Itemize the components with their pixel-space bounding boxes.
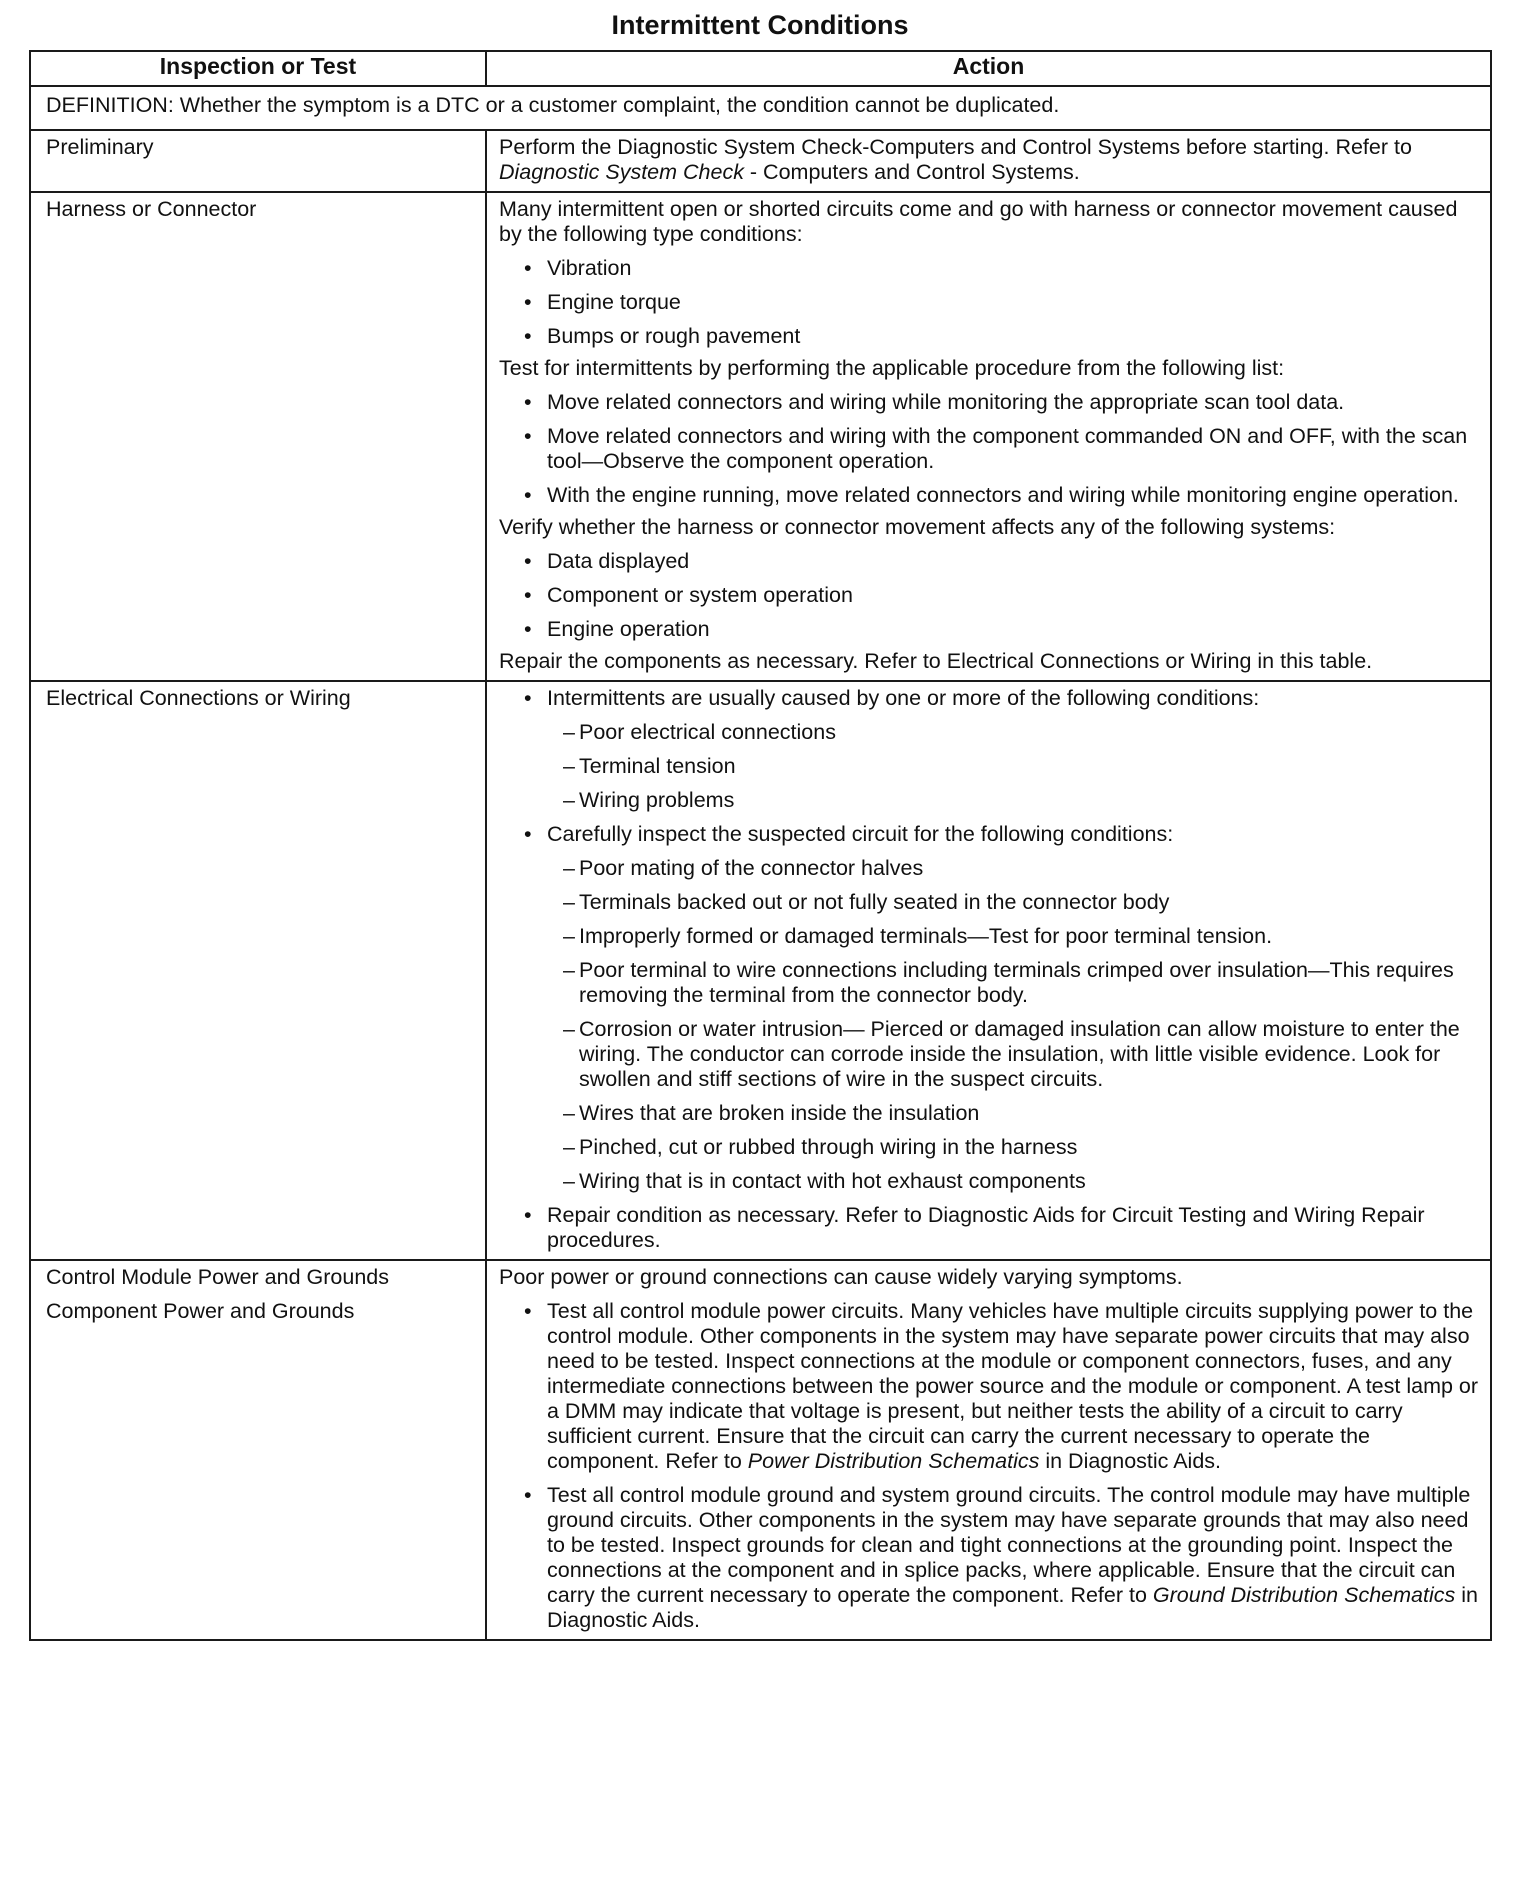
harness-tests-list xyxy=(499,390,1482,508)
list-item: • Vibration xyxy=(499,256,1482,281)
list-item: – Poor mating of the connector halves xyxy=(547,856,1482,881)
list-item: • Move related connectors and wiring with the component commanded ON and OFF, with the scan tool—Observe the component operation. xyxy=(499,424,1482,474)
action-cell-preliminary xyxy=(486,130,1491,192)
list-item: – Corrosion or water intrusion— Pierced or damaged insulation can allow moisture to enter the wiring. The conductor can corrode inside the insulation, with little visible evidence. Look for swollen and stiff sections of wire in the suspect circuits. xyxy=(547,1017,1482,1092)
list-item: – Wires that are broken inside the insulation xyxy=(547,1101,1482,1126)
table-row-preliminary xyxy=(30,130,1491,192)
inspection-label-power-grounds xyxy=(30,1260,486,1640)
power-distribution-reference: Power Distribution Schematics xyxy=(747,1449,1040,1473)
list-item xyxy=(499,686,1482,813)
harness-test-intro: Test for intermittents by performing the applicable procedure from the following list: xyxy=(499,356,1285,380)
list-item: • Test all control module power circuits. Many vehicles have multiple circuits supplying power to the control module. Other components in the system may have separate power circuits that may also need to be tested. Inspect connections at the module or component connectors, fuses, and any intermediate connections between the power source and the module or component. A test lamp or a DMM may indicate that voltage is present, but neither tests the ability of a circuit to carry sufficient current. Ensure that the circuit can carry the current necessary to operate the component. Refer to Power Distribution Schematics in Diagnostic Aids. xyxy=(499,1299,1482,1474)
table-row-electrical xyxy=(30,681,1491,1260)
column-header-inspection: Inspection or Test xyxy=(30,51,486,86)
inspection-label-harness: Harness or Connector xyxy=(30,192,486,681)
list-item: • Test all control module ground and system ground circuits. The control module may have multiple ground circuits. Other components in the system may have separate grounds that may also need to be tested. Inspect grounds for clean and tight connections at the grounding point. Inspect the connections at the component and in splice packs, where applicable. Ensure that the circuit can carry the current necessary to operate the component. Refer to Ground Distribution Schematics in Diagnostic Aids. xyxy=(499,1483,1482,1633)
list-item: – Wiring problems xyxy=(547,788,1482,813)
list-item: • With the engine running, move related connectors and wiring while monitoring engine operation. xyxy=(499,483,1482,508)
power-ground-list xyxy=(499,1299,1482,1633)
harness-repair-note: Repair the components as necessary. Refer to Electrical Connections or Wiring in this table. xyxy=(499,649,1373,673)
list-item: • Data displayed xyxy=(499,549,1482,574)
action-cell-harness xyxy=(486,192,1491,681)
intermittent-conditions-table xyxy=(29,50,1492,1641)
electrical-cause-intro: Intermittents are usually caused by one or more of the following conditions: xyxy=(547,686,1260,710)
harness-systems-list xyxy=(499,549,1482,642)
inspection-label-component: Component Power and Grounds xyxy=(46,1299,355,1323)
list-item: • Move related connectors and wiring while monitoring the appropriate scan tool data. xyxy=(499,390,1482,415)
ground-distribution-reference: Ground Distribution Schematics xyxy=(1152,1583,1456,1607)
list-item: – Terminal tension xyxy=(547,754,1482,779)
list-item: – Poor electrical connections xyxy=(547,720,1482,745)
electrical-causes-list xyxy=(547,720,1482,813)
diagnostic-system-check-reference: Diagnostic System Check xyxy=(499,160,744,184)
list-item: – Improperly formed or damaged terminals—Test for poor terminal tension. xyxy=(547,924,1482,949)
definition-row xyxy=(30,86,1491,130)
list-item: • Engine operation xyxy=(499,617,1482,642)
list-item: – Terminals backed out or not fully seated in the connector body xyxy=(547,890,1482,915)
list-item: – Wiring that is in contact with hot exhaust components xyxy=(547,1169,1482,1194)
list-item: – Poor terminal to wire connections including terminals crimped over insulation—This requires removing the terminal from the connector body. xyxy=(547,958,1482,1008)
inspection-label-control-module: Control Module Power and Grounds xyxy=(46,1265,389,1289)
list-item: • Component or system operation xyxy=(499,583,1482,608)
list-item: – Pinched, cut or rubbed through wiring in the harness xyxy=(547,1135,1482,1160)
electrical-inspect-intro: Carefully inspect the suspected circuit for the following conditions: xyxy=(547,822,1174,846)
harness-verify-intro: Verify whether the harness or connector movement affects any of the following systems: xyxy=(499,515,1336,539)
list-item xyxy=(499,822,1482,1194)
inspection-label-preliminary: Preliminary xyxy=(30,130,486,192)
page-title: Intermittent Conditions xyxy=(611,10,909,40)
definition-text: DEFINITION: Whether the symptom is a DTC or a customer complaint, the condition cannot be duplicated. xyxy=(30,86,1491,130)
list-item: • Bumps or rough pavement xyxy=(499,324,1482,349)
harness-intro: Many intermittent open or shorted circuits come and go with harness or connector movement caused by the following type conditions: xyxy=(499,197,1458,246)
electrical-inspect-list xyxy=(547,856,1482,1194)
inspection-label-electrical: Electrical Connections or Wiring xyxy=(30,681,486,1260)
table-row-harness xyxy=(30,192,1491,681)
column-header-action: Action xyxy=(486,51,1491,86)
harness-conditions-list xyxy=(499,256,1482,349)
list-item: • Repair condition as necessary. Refer to Diagnostic Aids for Circuit Testing and Wiring Repair procedures. xyxy=(499,1203,1482,1253)
list-item: • Engine torque xyxy=(499,290,1482,315)
preliminary-action-text: Perform the Diagnostic System Check-Computers and Control Systems before starting. Refer to Diagnostic System Check - Computers and Control Systems. xyxy=(499,135,1412,184)
electrical-main-list xyxy=(499,686,1482,1253)
power-intro: Poor power or ground connections can cause widely varying symptoms. xyxy=(499,1265,1183,1289)
action-cell-electrical xyxy=(486,681,1491,1260)
table-header-row xyxy=(30,51,1491,86)
action-cell-power-grounds xyxy=(486,1260,1491,1640)
table-row-power-grounds xyxy=(30,1260,1491,1640)
